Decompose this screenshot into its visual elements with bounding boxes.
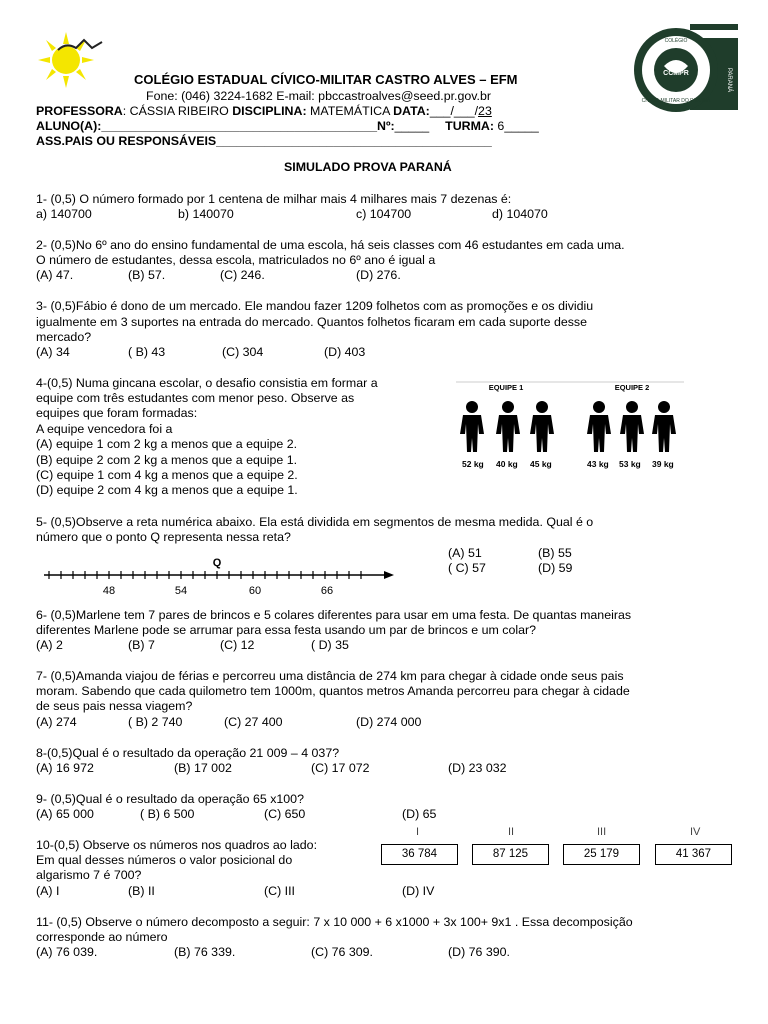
q5-line1: 5- (0,5)Observe a reta numérica abaixo. Ela está dividida em segmentos de mesma medida. Qual é o xyxy=(36,515,594,529)
q8-option-a[interactable]: (A) 16 972 xyxy=(36,761,94,775)
team1-person-icon xyxy=(460,401,484,452)
data-year: 23 xyxy=(478,104,492,118)
team1-weight: 52 kg xyxy=(462,459,484,469)
q6-line1: 6- (0,5)Marlene tem 7 pares de brincos e 5 colares diferentes para usar em uma festa. De quantas maneiras xyxy=(36,608,632,622)
q6-option-d[interactable]: ( D) 35 xyxy=(311,638,349,652)
team1-weight: 40 kg xyxy=(496,459,518,469)
arrow-right-icon xyxy=(384,571,394,579)
data-label: DATA: xyxy=(393,104,430,118)
q10-box-label-i: I xyxy=(416,826,420,838)
q10-line2: Em qual desses números o valor posicional do xyxy=(36,853,293,867)
q9-option-a[interactable]: (A) 65 000 xyxy=(36,807,94,821)
school-name: COLÉGIO ESTADUAL CÍVICO-MILITAR CASTRO ALVES – EFM xyxy=(134,72,518,87)
school-seal-logo xyxy=(628,20,738,120)
q2-option-a[interactable]: (A) 47. xyxy=(36,268,74,282)
q11-line1: 11- (0,5) Observe o número decomposto a seguir: 7 x 10 000 + 6 x1000 + 3x 100+ 9x1 . Essa decomposição xyxy=(36,915,633,929)
school-sun-logo xyxy=(36,26,116,96)
q6-line2: diferentes Marlene pode se arrumar para essa festa usando um par de brincos e um colar? xyxy=(36,623,537,637)
q10-number-box-iv: 41 367 xyxy=(655,844,732,865)
q7-line1: 7- (0,5)Amanda viajou de férias e percorreu uma distância de 274 km para chegar à cidade onde seus pais xyxy=(36,669,624,683)
q3-option-a[interactable]: (A) 34 xyxy=(36,345,70,359)
q10-option-d[interactable]: (D) IV xyxy=(402,884,435,898)
team1-label: EQUIPE 1 xyxy=(488,383,524,392)
number-line-label: 60 xyxy=(248,585,262,597)
exam-title: SIMULADO PROVA PARANÁ xyxy=(284,160,452,174)
team1-person-icon xyxy=(496,401,520,452)
q2-line2: O número de estudantes, dessa escola, matriculados no 6º ano é igual a xyxy=(36,253,436,267)
number-line-label: 54 xyxy=(174,585,188,597)
q1-option-c[interactable]: c) 104700 xyxy=(356,207,412,221)
q6-option-b[interactable]: (B) 7 xyxy=(128,638,155,652)
seal-side-text: PARANÁ xyxy=(726,67,732,93)
q7-option-b[interactable]: ( B) 2 740 xyxy=(128,715,183,729)
aluno-number-blank[interactable]: _____ xyxy=(394,119,430,133)
number-line-label: 66 xyxy=(320,585,334,597)
q10-option-a[interactable]: (A) I xyxy=(36,884,60,898)
school-contact: Fone: (046) 3224-1682 E-mail: pbccastroalves@seed.pr.gov.br xyxy=(146,89,492,103)
q7-option-d[interactable]: (D) 274 000 xyxy=(356,715,422,729)
data-value[interactable]: ___/___/ xyxy=(429,104,479,118)
team2-weight: 43 kg xyxy=(587,459,609,469)
q3-option-c[interactable]: (C) 304 xyxy=(222,345,264,359)
q3-option-d[interactable]: (D) 403 xyxy=(324,345,366,359)
q10-box-label-ii: II xyxy=(508,826,515,838)
q10-line3: algarismo 7 é 700? xyxy=(36,868,142,882)
aluno-num: º: xyxy=(385,119,395,133)
q5-line2: número que o ponto Q representa nessa reta? xyxy=(36,530,291,544)
parents-signature-line[interactable]: ASS.PAIS OU RESPONSÁVEIS________________________________________ xyxy=(36,134,492,148)
q4-line4: A equipe vencedora foi a xyxy=(36,422,173,436)
q8-line1: 8-(0,5)Qual é o resultado da operação 21 009 – 4 037? xyxy=(36,746,340,760)
q11-option-a[interactable]: (A) 76 039. xyxy=(36,945,98,959)
q4-option-b[interactable]: (B) equipe 2 com 2 kg a menos que a equipe 1. xyxy=(36,453,298,467)
q10-option-b[interactable]: (B) II xyxy=(128,884,155,898)
q4-line2: equipe com três estudantes com menor peso. Observe as xyxy=(36,391,355,405)
professora-label: PROFESSORA xyxy=(36,104,123,118)
seal-center-text: CCMPR xyxy=(663,70,689,77)
seal-top-text: COLÉGIO xyxy=(664,38,688,44)
q9-line1: 9- (0,5)Qual é o resultado da operação 65 x100? xyxy=(36,792,304,806)
q9-option-c[interactable]: (C) 650 xyxy=(264,807,306,821)
team2-weight: 53 kg xyxy=(619,459,641,469)
number-line xyxy=(40,556,410,596)
q5-option-a[interactable]: (A) 51 xyxy=(448,546,482,560)
q8-option-b[interactable]: (B) 17 002 xyxy=(174,761,232,775)
number-line-point-q: Q xyxy=(212,557,222,569)
q1-option-a[interactable]: a) 140700 xyxy=(36,207,92,221)
turma-label-t: T xyxy=(445,119,453,133)
teams-illustration xyxy=(452,376,692,472)
q7-option-a[interactable]: (A) 274 xyxy=(36,715,77,729)
q10-number-box-i: 36 784 xyxy=(381,844,458,865)
q10-line1: 10-(0,5) Observe os números nos quadros ao lado: xyxy=(36,838,318,852)
seal-ring-text: CÍVICO-MILITAR DO PARANÁ xyxy=(641,98,711,104)
q10-box-label-iii: III xyxy=(597,826,607,838)
q11-line2: corresponde ao número xyxy=(36,930,168,944)
q1-option-b[interactable]: b) 140070 xyxy=(178,207,234,221)
student-line[interactable] xyxy=(36,119,539,134)
q11-option-c[interactable]: (C) 76 309. xyxy=(311,945,373,959)
q7-option-c[interactable]: (C) 27 400 xyxy=(224,715,283,729)
q1-option-d[interactable]: d) 104070 xyxy=(492,207,548,221)
team2-person-icon xyxy=(587,401,611,452)
q2-line1: 2- (0,5)No 6º ano do ensino fundamental de uma escola, há seis classes com 46 estudantes em cada uma. xyxy=(36,238,625,252)
q4-line1: 4-(0,5) Numa gincana escolar, o desafio consistia em formar a xyxy=(36,376,378,390)
disciplina-value: MATEMÁTICA xyxy=(306,104,394,118)
q4-line3: equipes que foram formadas: xyxy=(36,406,198,420)
q6-option-c[interactable]: (C) 12 xyxy=(220,638,255,652)
team2-person-icon xyxy=(620,401,644,452)
q10-box-label-iv: IV xyxy=(690,826,701,838)
q8-option-c[interactable]: (C) 17 072 xyxy=(311,761,370,775)
q1-text: 1- (0,5) O número formado por 1 centena de milhar mais 4 milhares mais 7 dezenas é: xyxy=(36,192,512,206)
q2-option-b[interactable]: (B) 57. xyxy=(128,268,166,282)
team2-weight: 39 kg xyxy=(652,459,674,469)
turma-label: URMA: xyxy=(452,119,494,133)
q3-line3: mercado? xyxy=(36,330,92,344)
q5-option-b[interactable]: (B) 55 xyxy=(538,546,572,560)
q4-option-d[interactable]: (D) equipe 2 com 4 kg a menos que a equipe 1. xyxy=(36,483,298,497)
q3-option-b[interactable]: ( B) 43 xyxy=(128,345,166,359)
q7-line3: de seus pais nessa viagem? xyxy=(36,699,193,713)
q5-option-c[interactable]: ( C) 57 xyxy=(448,561,486,575)
q7-line2: moram. Sabendo que cada quilometro tem 1000m, quantos metros Amanda percorreu para chegar à cidade xyxy=(36,684,630,698)
q11-option-d[interactable]: (D) 76 390. xyxy=(448,945,510,959)
team2-label: EQUIPE 2 xyxy=(614,383,650,392)
teacher-line xyxy=(36,104,492,119)
q3-line1: 3- (0,5)Fábio é dono de um mercado. Ele mandou fazer 1209 folhetos com as promoções e os dividiu xyxy=(36,299,594,313)
q10-number-box-ii: 87 125 xyxy=(472,844,549,865)
team1-person-icon xyxy=(530,401,554,452)
q8-option-d[interactable]: (D) 23 032 xyxy=(448,761,507,775)
professora-value: : CÁSSIA RIBEIRO xyxy=(122,104,233,118)
q2-option-d[interactable]: (D) 276. xyxy=(356,268,401,282)
q9-option-d[interactable]: (D) 65 xyxy=(402,807,437,821)
q11-option-b[interactable]: (B) 76 339. xyxy=(174,945,236,959)
q2-option-c[interactable]: (C) 246. xyxy=(220,268,265,282)
q5-option-d[interactable]: (D) 59 xyxy=(538,561,573,575)
turma-value[interactable]: 6_____ xyxy=(493,119,539,133)
aluno-label: ALUNO(A):________________________________________N xyxy=(36,119,386,133)
team1-weight: 45 kg xyxy=(530,459,552,469)
disciplina-label: DISCIPLINA: xyxy=(232,104,307,118)
q10-number-box-iii: 25 179 xyxy=(563,844,640,865)
q4-option-a[interactable]: (A) equipe 1 com 2 kg a menos que a equipe 2. xyxy=(36,437,298,451)
number-line-label: 48 xyxy=(102,585,116,597)
q3-line2: igualmente em 3 suportes na entrada do mercado. Quantos folhetos ficaram em cada suporte desse xyxy=(36,315,588,329)
q6-option-a[interactable]: (A) 2 xyxy=(36,638,63,652)
q4-option-c[interactable]: (C) equipe 1 com 4 kg a menos que a equipe 2. xyxy=(36,468,298,482)
q9-option-b[interactable]: ( B) 6 500 xyxy=(140,807,195,821)
team2-person-icon xyxy=(652,401,676,452)
q10-option-c[interactable]: (C) III xyxy=(264,884,295,898)
